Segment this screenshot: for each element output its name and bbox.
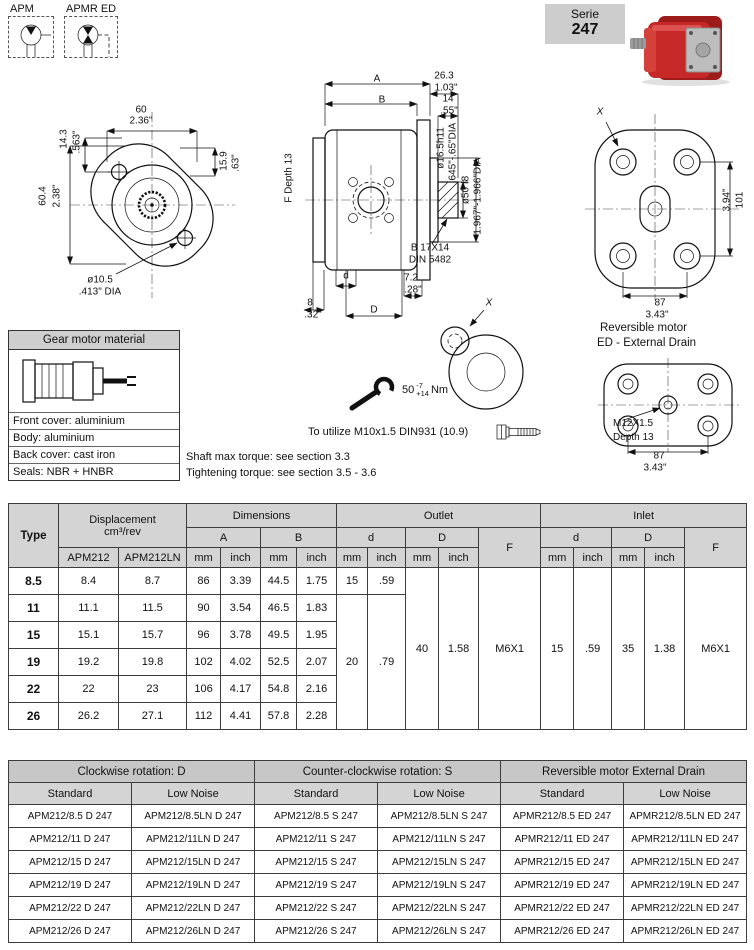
order-code-cell: APM212/19LN D 247 — [132, 874, 255, 897]
back-view-drawing — [580, 100, 754, 330]
order-table-body — [9, 805, 747, 943]
order-code-cell: APM212/15 D 247 — [9, 851, 132, 874]
spec-cell: 3.39 — [221, 568, 261, 595]
order-code-cell: APM212/19 D 247 — [9, 874, 132, 897]
dim-label: 26.3 — [434, 70, 454, 82]
dim-label: 101 — [734, 191, 746, 209]
dim-label: ø10.5 — [87, 274, 113, 286]
dim-label: 14.3 — [58, 129, 70, 149]
apmr-symbol-label: APMR ED — [66, 3, 117, 15]
dim-label: 3.43" — [645, 309, 669, 321]
header-inch: inch — [297, 548, 337, 568]
order-code-cell: APMR212/11 ED 247 — [501, 828, 624, 851]
spec-cell: 15 — [337, 568, 368, 595]
dim-label: .55" — [440, 105, 458, 117]
header-mm: mm — [612, 548, 645, 568]
dim-label: 1.03" — [434, 82, 458, 94]
spec-cell: 57.8 — [261, 703, 297, 730]
order-code-cell: APM212/19 S 247 — [255, 874, 378, 897]
dim-label: 15.9 — [218, 151, 230, 171]
dim-label: 60 — [135, 104, 147, 116]
spec-cell: 44.5 — [261, 568, 297, 595]
order-code-cell: APM212/8.5LN S 247 — [378, 805, 501, 828]
type-cell: 19 — [9, 649, 59, 676]
apm-symbol-box — [8, 16, 54, 58]
specs-table — [8, 503, 747, 730]
order-code-cell: APM212/15LN D 247 — [132, 851, 255, 874]
order-code-cell: APM212/11 S 247 — [255, 828, 378, 851]
header-type: Type — [9, 504, 59, 568]
dim-label: 3.94" — [721, 188, 733, 212]
order-code-cell: APM212/22 D 247 — [9, 897, 132, 920]
dim-label: 7.2 — [404, 272, 418, 284]
order-code-cell: APMR212/26LN ED 247 — [624, 920, 747, 943]
serie-number: 247 — [571, 21, 599, 38]
order-code-cell: APMR212/26 ED 247 — [501, 920, 624, 943]
order-row — [9, 897, 747, 920]
subheader-low-noise: Low Noise — [378, 783, 501, 805]
order-code-cell: APM212/11LN D 247 — [132, 828, 255, 851]
header-inlet: Inlet — [541, 504, 747, 528]
spec-cell: 20 — [337, 595, 368, 730]
type-cell: 15 — [9, 622, 59, 649]
spec-row — [9, 568, 747, 595]
spec-cell: 49.5 — [261, 622, 297, 649]
header-inch: inch — [645, 548, 685, 568]
dim-label: 1.967"-1.966"DIA — [472, 157, 484, 235]
spec-cell: 1.95 — [297, 622, 337, 649]
dim-label: 87 — [653, 450, 665, 462]
order-code-cell: APM212/15 S 247 — [255, 851, 378, 874]
spec-cell: 1.75 — [297, 568, 337, 595]
material-line: Back cover: cast iron — [9, 446, 179, 463]
detail-x-drawing — [428, 296, 544, 428]
torque-note — [402, 382, 448, 398]
dim-label: .563" — [71, 130, 83, 154]
displacement-label: Displacement — [89, 513, 156, 526]
serie-label: Serie — [570, 7, 599, 21]
subheader-standard: Standard — [501, 783, 624, 805]
dim-label: DIN 5482 — [408, 254, 452, 266]
spec-cell: 102 — [187, 649, 221, 676]
wrench-icon — [346, 374, 404, 414]
group-counter-clockwise: Counter-clockwise rotation: S — [255, 761, 501, 783]
spec-cell: .59 — [574, 568, 612, 730]
spec-cell: 15.7 — [119, 622, 187, 649]
dim-label: B — [378, 94, 386, 106]
dim-label: 2.36" — [129, 115, 153, 127]
spec-cell: 19.8 — [119, 649, 187, 676]
dim-label: ø50 f8 — [460, 175, 472, 205]
material-box-title: Gear motor material — [9, 331, 179, 350]
spec-cell: 86 — [187, 568, 221, 595]
header-mm: mm — [261, 548, 297, 568]
type-cell: 11 — [9, 595, 59, 622]
torque-value: 50 — [402, 384, 415, 396]
order-code-cell: APM212/15LN S 247 — [378, 851, 501, 874]
header-outlet-F: F — [479, 528, 541, 568]
spec-cell: .59 — [368, 568, 406, 595]
dim-label: 60.4 — [37, 186, 49, 206]
dim-label: 87 — [654, 297, 666, 309]
spec-cell: 4.02 — [221, 649, 261, 676]
order-code-cell: APM212/11LN S 247 — [378, 828, 501, 851]
order-code-cell: APMR212/15 ED 247 — [501, 851, 624, 874]
ordering-table — [8, 760, 747, 943]
order-code-cell: APMR212/19LN ED 247 — [624, 874, 747, 897]
order-code-cell: APM212/19LN S 247 — [378, 874, 501, 897]
order-code-cell: APMR212/22LN ED 247 — [624, 897, 747, 920]
drain-depth-label: Depth 13 — [613, 432, 654, 443]
dim-label: .28" — [404, 284, 422, 296]
header-mm: mm — [406, 548, 439, 568]
subheader-standard: Standard — [255, 783, 378, 805]
order-row — [9, 920, 747, 943]
order-code-cell: APM212/26 S 247 — [255, 920, 378, 943]
order-code-cell: APMR212/15LN ED 247 — [624, 851, 747, 874]
spec-cell: 4.17 — [221, 676, 261, 703]
header-outlet: Outlet — [337, 504, 541, 528]
order-code-cell: APMR212/22 ED 247 — [501, 897, 624, 920]
header-outlet-d: d — [337, 528, 406, 548]
reversible-caption-line1: Reversible motor — [600, 322, 687, 334]
order-code-cell: APMR212/19 ED 247 — [501, 874, 624, 897]
torque-tol-bottom: +14 — [416, 389, 429, 398]
spec-cell: 46.5 — [261, 595, 297, 622]
header-inlet-d: d — [541, 528, 612, 548]
spec-cell: 52.5 — [261, 649, 297, 676]
spec-cell: 96 — [187, 622, 221, 649]
dim-label: .645"-.65"DIA — [447, 122, 459, 184]
order-code-cell: APM212/26LN S 247 — [378, 920, 501, 943]
type-cell: 8.5 — [9, 568, 59, 595]
spec-cell: 54.8 — [261, 676, 297, 703]
spec-cell: 40 — [406, 568, 439, 730]
dim-label: 8 — [307, 297, 313, 309]
header-mm: mm — [187, 548, 221, 568]
spec-cell: 112 — [187, 703, 221, 730]
dim-label: B 17X14 — [410, 242, 450, 254]
spec-cell: 35 — [612, 568, 645, 730]
dim-label: .32" — [304, 309, 322, 321]
header-inlet-F: F — [685, 528, 747, 568]
spec-cell: 2.16 — [297, 676, 337, 703]
order-code-cell: APM212/11 D 247 — [9, 828, 132, 851]
type-cell: 26 — [9, 703, 59, 730]
spec-cell: 1.38 — [645, 568, 685, 730]
order-code-cell: APM212/8.5 D 247 — [9, 805, 132, 828]
spec-cell: 8.4 — [59, 568, 119, 595]
spec-cell: 90 — [187, 595, 221, 622]
order-row — [9, 805, 747, 828]
order-code-cell: APM212/22LN D 247 — [132, 897, 255, 920]
dim-label: A — [373, 73, 381, 85]
motor-section-drawing — [9, 350, 179, 412]
dim-label: .63" — [230, 154, 242, 172]
spec-cell: 19.2 — [59, 649, 119, 676]
header-mm: mm — [541, 548, 574, 568]
dim-label: .413" DIA — [78, 286, 122, 298]
header-mm: mm — [337, 548, 368, 568]
spec-cell: 3.78 — [221, 622, 261, 649]
header-apm212ln: APM212LN — [119, 548, 187, 568]
order-code-cell: APMR212/8.5 ED 247 — [501, 805, 624, 828]
apm-motor-symbol-icon — [9, 17, 55, 59]
spec-cell: 11.1 — [59, 595, 119, 622]
spec-cell: 27.1 — [119, 703, 187, 730]
dim-label: d — [343, 270, 349, 282]
dim-label: 2.38" — [51, 184, 63, 208]
spec-cell: 8.7 — [119, 568, 187, 595]
order-code-cell: APM212/22LN S 247 — [378, 897, 501, 920]
detail-ref-label: X — [485, 297, 493, 309]
drain-thread-label: M12X1.5 — [613, 418, 654, 429]
subheader-low-noise: Low Noise — [624, 783, 747, 805]
order-code-cell: APM212/8.5 S 247 — [255, 805, 378, 828]
subheader-low-noise: Low Noise — [132, 783, 255, 805]
spec-cell: 11.5 — [119, 595, 187, 622]
spec-cell: 106 — [187, 676, 221, 703]
material-line: Front cover: aluminium — [9, 412, 179, 429]
header-outlet-D: D — [406, 528, 479, 548]
apmr-motor-symbol-icon — [65, 17, 119, 59]
header-inch: inch — [574, 548, 612, 568]
tightening-torque-note: Tightening torque: see section 3.5 - 3.6 — [186, 467, 377, 479]
detail-ref-label: X — [596, 106, 604, 118]
spec-cell: 1.58 — [439, 568, 479, 730]
spec-cell: 3.54 — [221, 595, 261, 622]
spec-cell: 2.28 — [297, 703, 337, 730]
spec-cell: 23 — [119, 676, 187, 703]
header-B: B — [261, 528, 337, 548]
subheader-standard: Standard — [9, 783, 132, 805]
shaft-torque-note: Shaft max torque: see section 3.3 — [186, 451, 350, 463]
spec-cell: M6X1 — [685, 568, 747, 730]
spec-cell: 15.1 — [59, 622, 119, 649]
spec-cell: 26.2 — [59, 703, 119, 730]
order-code-cell: APMR212/8.5LN ED 247 — [624, 805, 747, 828]
material-line: Seals: NBR + HNBR — [9, 463, 179, 480]
type-cell: 22 — [9, 676, 59, 703]
apmr-symbol-box — [64, 16, 118, 58]
dim-label: D — [370, 304, 378, 316]
dim-label: 14 — [442, 93, 454, 105]
header-inch: inch — [368, 548, 406, 568]
order-row — [9, 851, 747, 874]
header-A: A — [187, 528, 261, 548]
displacement-unit: cm³/rev — [104, 525, 141, 538]
dim-label: ø16.5h11 — [435, 127, 447, 169]
reversible-caption-line2: ED - External Drain — [597, 337, 697, 349]
order-code-cell: APM212/26LN D 247 — [132, 920, 255, 943]
header-inlet-D: D — [612, 528, 685, 548]
header-apm212: APM212 — [59, 548, 119, 568]
pump-product-image — [628, 4, 740, 88]
spec-cell: 2.07 — [297, 649, 337, 676]
spec-cell: M6X1 — [479, 568, 541, 730]
order-code-cell: APM212/22 S 247 — [255, 897, 378, 920]
serie-badge — [545, 4, 625, 44]
dim-label: F Depth 13 — [283, 153, 295, 203]
material-line: Body: aluminium — [9, 429, 179, 446]
bolt-icon — [494, 421, 546, 443]
torque-tolerance — [416, 382, 429, 398]
apm-symbol-label: APM — [10, 3, 34, 15]
order-row — [9, 874, 747, 897]
material-box — [8, 330, 180, 481]
header-dimensions: Dimensions — [187, 504, 337, 528]
header-displacement — [59, 504, 187, 548]
dim-label: 3.43" — [643, 462, 667, 474]
torque-tol-top: -7 — [416, 381, 423, 390]
spec-cell: 22 — [59, 676, 119, 703]
order-code-cell: APM212/8.5LN D 247 — [132, 805, 255, 828]
subheader-row — [9, 783, 747, 805]
order-row — [9, 828, 747, 851]
group-header-row — [9, 761, 747, 783]
group-reversible: Reversible motor External Drain — [501, 761, 747, 783]
spec-cell: 1.83 — [297, 595, 337, 622]
torque-unit: Nm — [430, 384, 449, 396]
bolt-note: To utilize M10x1.5 DIN931 (10.9) — [308, 426, 469, 438]
spec-cell: 4.41 — [221, 703, 261, 730]
header-inch: inch — [221, 548, 261, 568]
order-code-cell: APMR212/11LN ED 247 — [624, 828, 747, 851]
order-code-cell: APM212/26 D 247 — [9, 920, 132, 943]
group-clockwise: Clockwise rotation: D — [9, 761, 255, 783]
spec-cell: 15 — [541, 568, 574, 730]
header-inch: inch — [439, 548, 479, 568]
spec-cell: .79 — [368, 595, 406, 730]
